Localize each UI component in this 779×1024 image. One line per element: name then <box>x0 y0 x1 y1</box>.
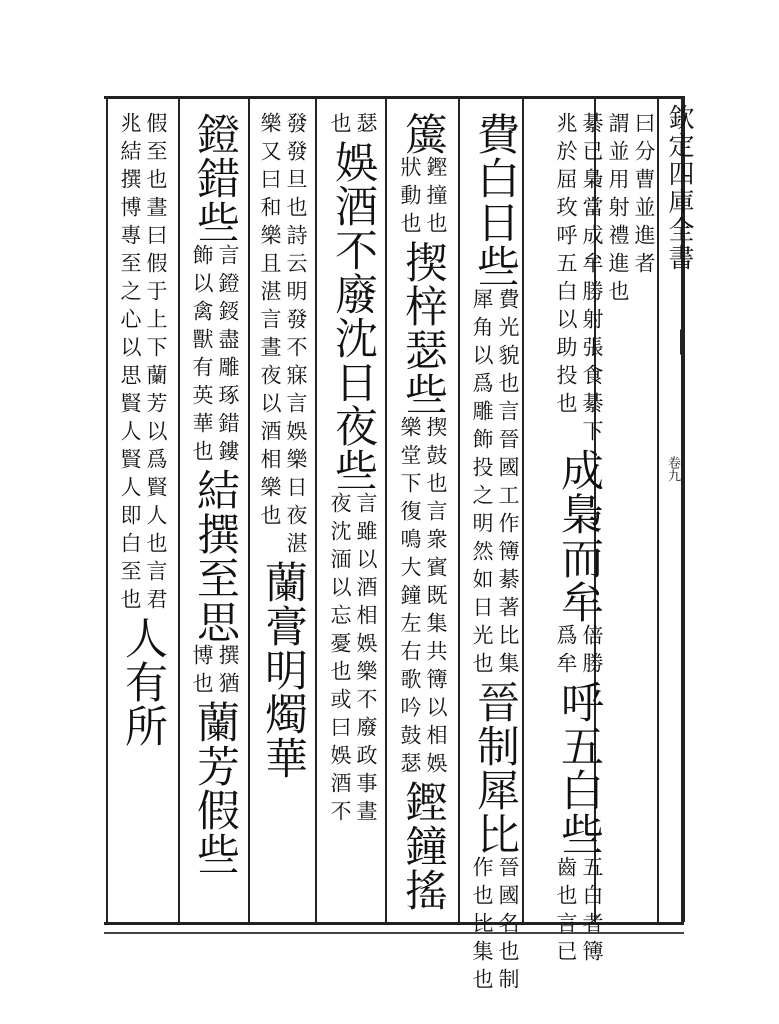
commentary-line: 瑟 <box>354 112 378 140</box>
main-text: 揳梓瑟些 <box>398 240 448 416</box>
main-text: 蘭芳假些 <box>190 700 240 876</box>
column-rule <box>178 96 180 922</box>
commentary-line: 晉國名也制 <box>496 856 520 996</box>
text-column-4 <box>398 112 448 912</box>
text-column-2 <box>554 112 604 968</box>
main-text: 簴 <box>398 112 448 156</box>
column-rule <box>522 96 524 922</box>
text-column-7 <box>190 112 240 876</box>
commentary-line: 謂並用射禮進也 <box>606 112 630 308</box>
commentary-line: 揳鼓也言衆賓既集共簙以相娛 <box>424 416 448 780</box>
commentary-line: 狀動也 <box>398 156 422 240</box>
commentary-block <box>554 624 604 680</box>
fold-mark-icon <box>660 328 682 356</box>
commentary-block <box>398 156 448 240</box>
commentary-line: 言雖以酒相娛樂不廢政事晝 <box>354 492 378 828</box>
column-rule <box>106 96 108 922</box>
text-column-6 <box>258 112 308 780</box>
commentary-block <box>328 492 378 828</box>
commentary-line: 曰分曹並進者 <box>632 112 656 280</box>
commentary-line: 夜沈湎以忘憂也或曰娛酒不 <box>328 492 352 828</box>
commentary-line: 樂堂下復鳴大鐘左右歌吟鼓瑟 <box>398 416 422 780</box>
commentary-line: 飾以禽獸有英華也 <box>190 244 214 468</box>
column-rule <box>315 96 317 922</box>
text-column-5 <box>328 112 378 828</box>
main-text: 鐙錯些 <box>190 112 240 244</box>
commentary-line: 犀角以爲雕飾投之明然如日光也 <box>470 288 494 680</box>
column-rule <box>385 96 387 922</box>
commentary-block <box>258 112 308 560</box>
commentary-line: 鏗撞也 <box>424 156 448 240</box>
main-text: 結撰至思 <box>190 468 240 644</box>
commentary-block <box>190 644 240 700</box>
column-rule <box>458 96 460 922</box>
main-text: 鏗鐘搖 <box>398 780 448 912</box>
main-text: 費白日些 <box>470 112 520 288</box>
main-text: 呼五白些 <box>554 680 604 856</box>
main-text: 人有所 <box>118 616 168 748</box>
commentary-block <box>554 112 604 448</box>
commentary-line: 博也 <box>190 644 214 700</box>
commentary-block <box>470 288 520 680</box>
main-text: 晉制犀比 <box>470 680 520 856</box>
text-column-3 <box>470 112 520 996</box>
main-text: 成梟而牟 <box>554 448 604 624</box>
commentary-block <box>470 856 520 996</box>
commentary-line: 言鐙鋄盡雕琢錯鏤 <box>216 244 240 468</box>
main-text: 蘭膏明燭華 <box>258 560 308 780</box>
text-column-1 <box>606 112 656 308</box>
commentary-block <box>328 112 378 140</box>
commentary-line: 撰猶 <box>216 644 240 700</box>
commentary-block <box>190 244 240 468</box>
frame-top-border <box>104 96 684 99</box>
commentary-line: 兆結撰博專至之心以思賢人賢人即白至也 <box>118 112 142 616</box>
commentary-line: 費光貌也言晉國工作簙綦著比集 <box>496 288 520 680</box>
commentary-line: 倍勝 <box>580 624 604 680</box>
text-column-8 <box>118 112 168 748</box>
volume-number: 卷九 <box>665 456 680 482</box>
commentary-block <box>398 416 448 780</box>
commentary-line: 綦已梟當成牟勝射張食綦下 <box>580 112 604 448</box>
commentary-line: 作也比集也 <box>470 856 494 996</box>
commentary-block <box>606 112 656 308</box>
commentary-line: 兆於屈玫呼五白以助投也 <box>554 112 578 420</box>
commentary-block <box>554 856 604 968</box>
commentary-line: 爲牟 <box>554 624 578 680</box>
commentary-block <box>118 112 168 616</box>
column-rule <box>248 96 250 922</box>
commentary-line: 假至也晝曰假于上下蘭芳以爲賢人也言君 <box>144 112 168 616</box>
commentary-line: 也 <box>328 112 352 140</box>
commentary-line: 發發旦也詩云明發不寐言娛樂日夜湛 <box>284 112 308 560</box>
main-text: 娛酒不廢沈日夜些 <box>328 140 378 492</box>
commentary-line: 五白者簙 <box>580 856 604 968</box>
book-title: 欽定四庫全書 <box>664 104 694 272</box>
commentary-line: 齒也言已 <box>554 856 578 968</box>
commentary-line: 樂又曰和樂且湛言晝夜以酒相樂也 <box>258 112 282 532</box>
